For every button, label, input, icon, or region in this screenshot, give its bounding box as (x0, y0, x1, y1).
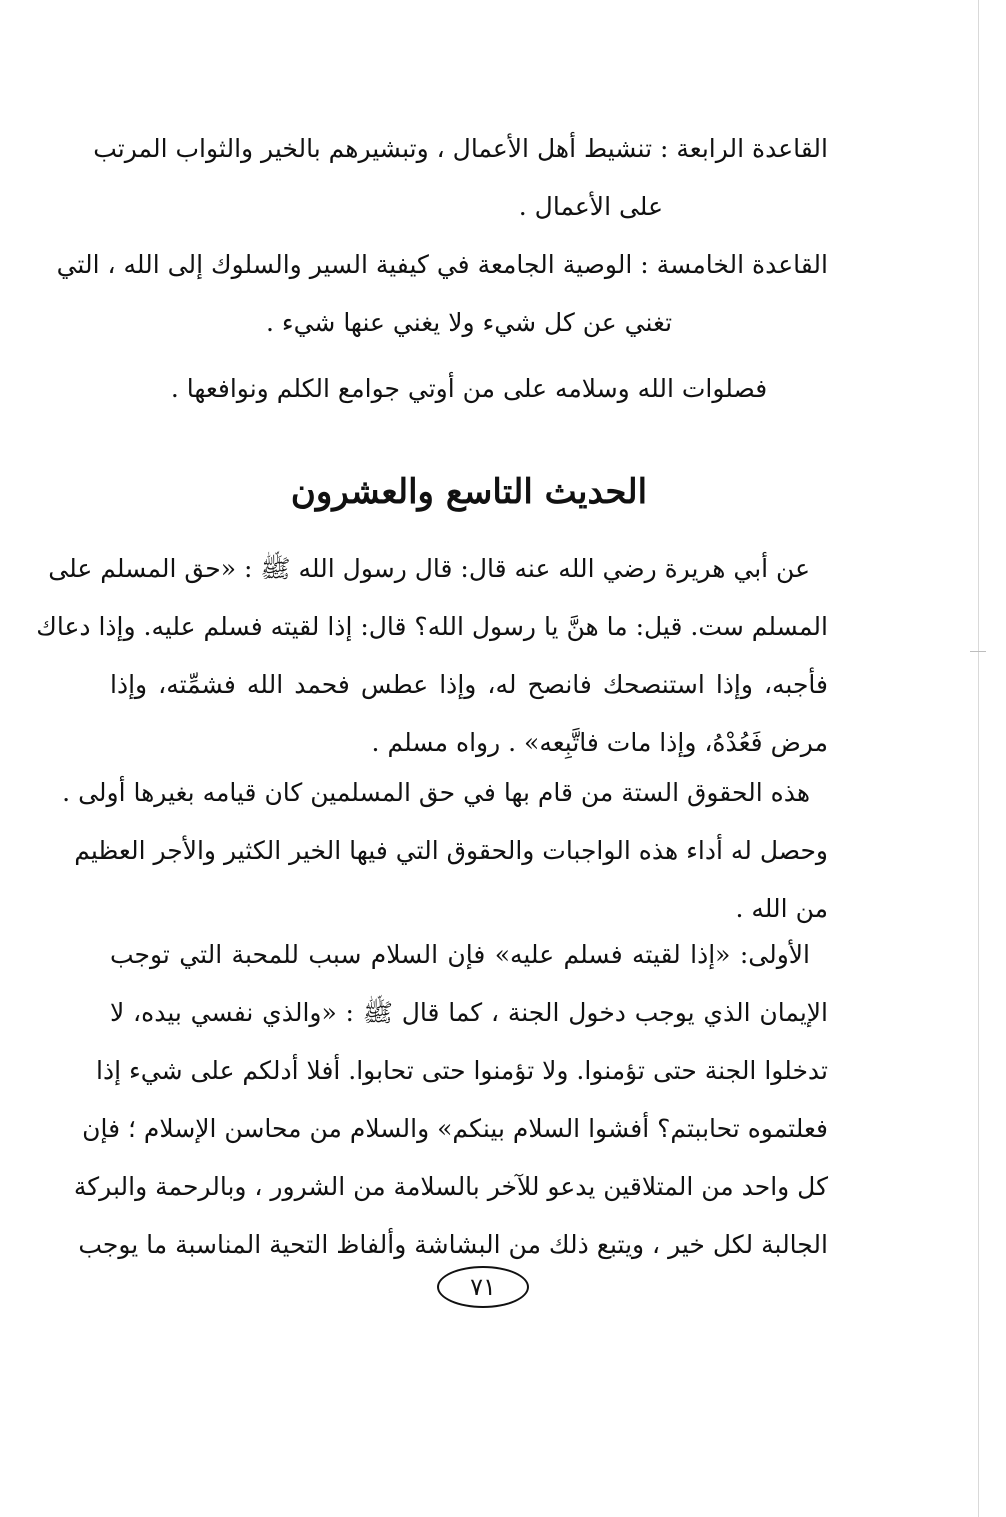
rule-four-line-2: على الأعمال . (518, 192, 663, 221)
commentary-line-3: من الله . (735, 894, 828, 923)
hadith-paragraph (36, 540, 828, 772)
first-right-line-5: كل واحد من المتلاقين يدعو للآخر بالسلامة من الشرور ، وبالرحمة والبركة (73, 1172, 828, 1201)
rule-five-paragraph (56, 236, 828, 352)
rule-four-paragraph (93, 120, 828, 236)
hadith-heading: الحديث التاسع والعشرون (290, 472, 648, 512)
first-right-line-4: فعلتموه تحاببتم؟ أفشوا السلام بينكم» والسلام من محاسن الإسلام ؛ فإن (82, 1114, 828, 1143)
rule-four-line-1: القاعدة الرابعة : تنشيط أهل الأعمال ، وتبشيرهم بالخير والثواب المرتب (93, 134, 828, 163)
page-number-text: ٧١ (470, 1273, 496, 1301)
hadith-line-1: عن أبي هريرة رضي الله عنه قال: قال رسول الله ﷺ : «حق المسلم على (48, 554, 810, 583)
page-number (437, 1266, 529, 1308)
commentary-paragraph (62, 764, 828, 938)
rule-five-line-1: القاعدة الخامسة : الوصية الجامعة في كيفية السير والسلوك إلى الله ، التي (56, 250, 828, 279)
page-edge-tick (970, 651, 986, 652)
first-right-line-3: تدخلوا الجنة حتى تؤمنوا. ولا تؤمنوا حتى تحابوا. أفلا أدلكم على شيء إذا (96, 1056, 828, 1085)
hadith-line-4: مرض فَعُدْهُ، وإذا مات فاتَّبِعه» . رواه مسلم . (371, 728, 828, 757)
rule-five-line-2: تغني عن كل شيء ولا يغني عنها شيء . (265, 308, 673, 337)
page-edge-line (978, 0, 979, 1517)
first-right-line-2: الإيمان الذي يوجب دخول الجنة ، كما قال ﷺ : «والذي نفسي بيده، لا (110, 998, 828, 1027)
closing-paragraph (110, 360, 828, 418)
hadith-line-2: المسلم ست. قيل: ما هنَّ يا رسول الله؟ قال: إذا لقيته فسلم عليه. وإذا دعاك (36, 612, 828, 641)
closing-line: فصلوات الله وسلامه على من أوتي جوامع الكلم ونوافعها . (170, 374, 768, 403)
hadith-line-3: فأجبه، وإذا استنصحك فانصح له، وإذا عطس فحمد الله فشمِّته، وإذا (110, 670, 828, 699)
commentary-line-2: وحصل له أداء هذه الواجبات والحقوق التي فيها الخير الكثير والأجر العظيم (74, 836, 828, 865)
first-right-line-6: الجالبة لكل خير ، ويتبع ذلك من البشاشة وألفاظ التحية المناسبة ما يوجب (78, 1230, 828, 1259)
commentary-line-1: هذه الحقوق الستة من قام بها في حق المسلمين كان قيامه بغيرها أولى . (62, 778, 810, 807)
first-right-paragraph (73, 926, 828, 1274)
first-right-line-1: الأولى: «إذا لقيته فسلم عليه» فإن السلام سبب للمحبة التي توجب (110, 940, 810, 969)
